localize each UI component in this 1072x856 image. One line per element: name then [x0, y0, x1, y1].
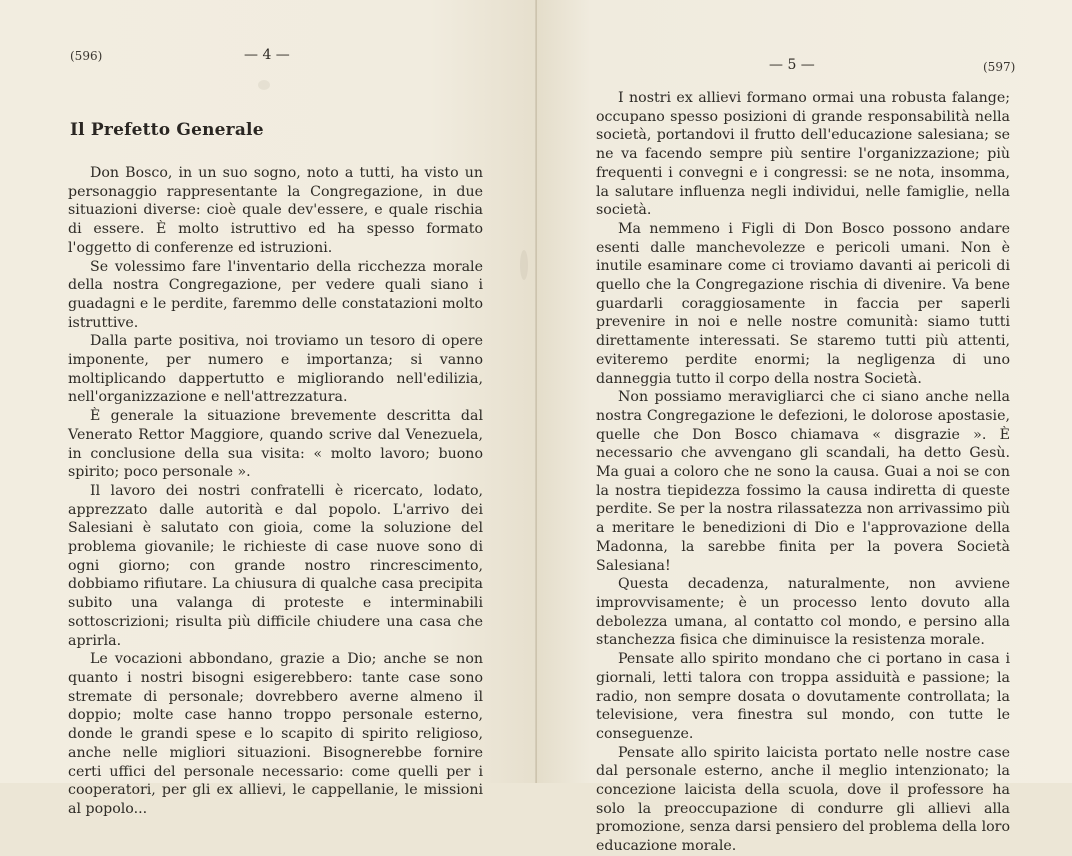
paragraph: Il lavoro dei nostri confratelli è ricercato, lodato, apprezzato dalle autorità e dal popolo. L'arrivo dei Salesiani è salutato con gioia, come la soluzione del problema giovanile; le richieste di case nuove sono di ogni giorno; con grande nostro rincrescimento, dobbiamo rifiutare. La chiusura di qualche casa precipita subito una valanga di proteste e interminabili sottoscrizioni; risulta più difficile chiudere una casa che aprirla.	[68, 482, 483, 649]
paragraph: È generale la situazione brevemente descritta dal Venerato Rettor Maggiore, quando scrive dal Venezuela, in conclusione della sua visita: « molto lavoro; buono spirito; poco personale ».	[68, 408, 483, 481]
right-body-text	[596, 89, 1010, 856]
left-running-head: (596)	[70, 49, 103, 63]
left-page-number: — 4 —	[244, 47, 290, 63]
paragraph: Non possiamo meravigliarci che ci siano anche nella nostra Congregazione le defezioni, le dolorose apostasie, quelle che Don Bosco chiamava « disgrazie ». È necessario che avvengano gli scandali, ha detto Gesù. Ma guai a coloro che ne sono la causa. Guai a noi se con la nostra tiepidezza fossimo la causa indiretta di queste perdite. Se per la nostra rilassatezza non arrivassimo più a meritare le benedizioni di Dio e l'approvazione della Madonna, la sarebbe finita per la povera Società Salesiana!	[596, 389, 1010, 574]
paragraph: Ma nemmeno i Figli di Don Bosco possono andare esenti dalle manchevolezze e pericoli umani. Non è inutile esaminare come ci troviamo davanti ai pericoli di quello che la Congregazione rischia di divenire. Va bene guardarli coraggiosamente in faccia per saperli prevenire in noi e nelle nostre comunità: siamo tutti direttamente interessati. Se staremo tutti più attenti, eviteremo perdite enormi; la negligenza di uno danneggia tutto il corpo della nostra Società.	[596, 220, 1010, 387]
paragraph: Don Bosco, in un suo sogno, noto a tutti, ha visto un personaggio rappresentante la Congregazione, in due situazioni diverse: cioè quale dev'essere, e quale rischia di essere. È molto istruttivo ed ha spesso formato l'oggetto di conferenze ed istruzioni.	[68, 165, 483, 256]
left-body-text	[68, 164, 483, 819]
section-heading: Il Prefetto Generale	[70, 120, 264, 140]
paragraph: Pensate allo spirito mondano che ci portano in casa i giornali, letti talora con troppa assiduità e passione; la radio, non sempre dosata o dovutamente controllata; la televisione, vera finestra sul mondo, con tutte le conseguenze.	[596, 651, 1010, 742]
paper-blemish	[258, 80, 270, 90]
paragraph: Questa decadenza, naturalmente, non avviene improvvisamente; è un processo lento dovuto alla debolezza umana, al contatto col mondo, e persino alla stanchezza fisica che diminuisce la resistenza morale.	[596, 576, 1010, 649]
paragraph: Dalla parte positiva, noi troviamo un tesoro di opere imponente, per numero e importanza; si vanno moltiplicando dappertutto e migliorando nell'edilizia, nell'organizzazione e nell'attrezzatura.	[68, 333, 483, 406]
right-page-number: — 5 —	[769, 57, 815, 73]
paragraph: Le vocazioni abbondano, grazie a Dio; anche se non quanto i nostri bisogni esigerebbero: tante case sono stremate di personale; dovrebbero averne almeno il doppio; molte case hanno troppo personale esterno, donde le grandi spese e lo scapito di spirito religioso, anche nelle migliori situazioni. Bisognerebbe fornire certi uffici del personale necessario: come quelli per i cooperatori, per gli ex allievi, le cappellanie, le missioni al popolo...	[68, 651, 483, 817]
paragraph: I nostri ex allievi formano ormai una robusta falange; occupano spesso posizioni di grande responsabilità nella società, portandovi il frutto dell'educazione salesiana; se ne va facendo sempre più sentire l'organizzazione; più frequenti i convegni e i congressi: se ne nota, insomma, la salutare influenza negli individui, nelle famiglie, nella società.	[596, 90, 1010, 219]
right-running-head: (597)	[983, 60, 1016, 74]
paragraph: Se volessimo fare l'inventario della ricchezza morale della nostra Congregazione, per vedere quali siano i guadagni e le perdite, faremmo delle constatazioni molto istruttive.	[68, 258, 483, 331]
paper-blemish	[520, 250, 528, 280]
paragraph: Pensate allo spirito laicista portato nelle nostre case dal personale esterno, anche il meglio intenzionato; la concezione laicista della scuola, dove il professore ha solo la preoccupazione di condurre gli allievi alla promozione, senza darsi pensiero del problema della loro educazione morale.	[596, 744, 1010, 855]
left-page	[0, 0, 537, 817]
